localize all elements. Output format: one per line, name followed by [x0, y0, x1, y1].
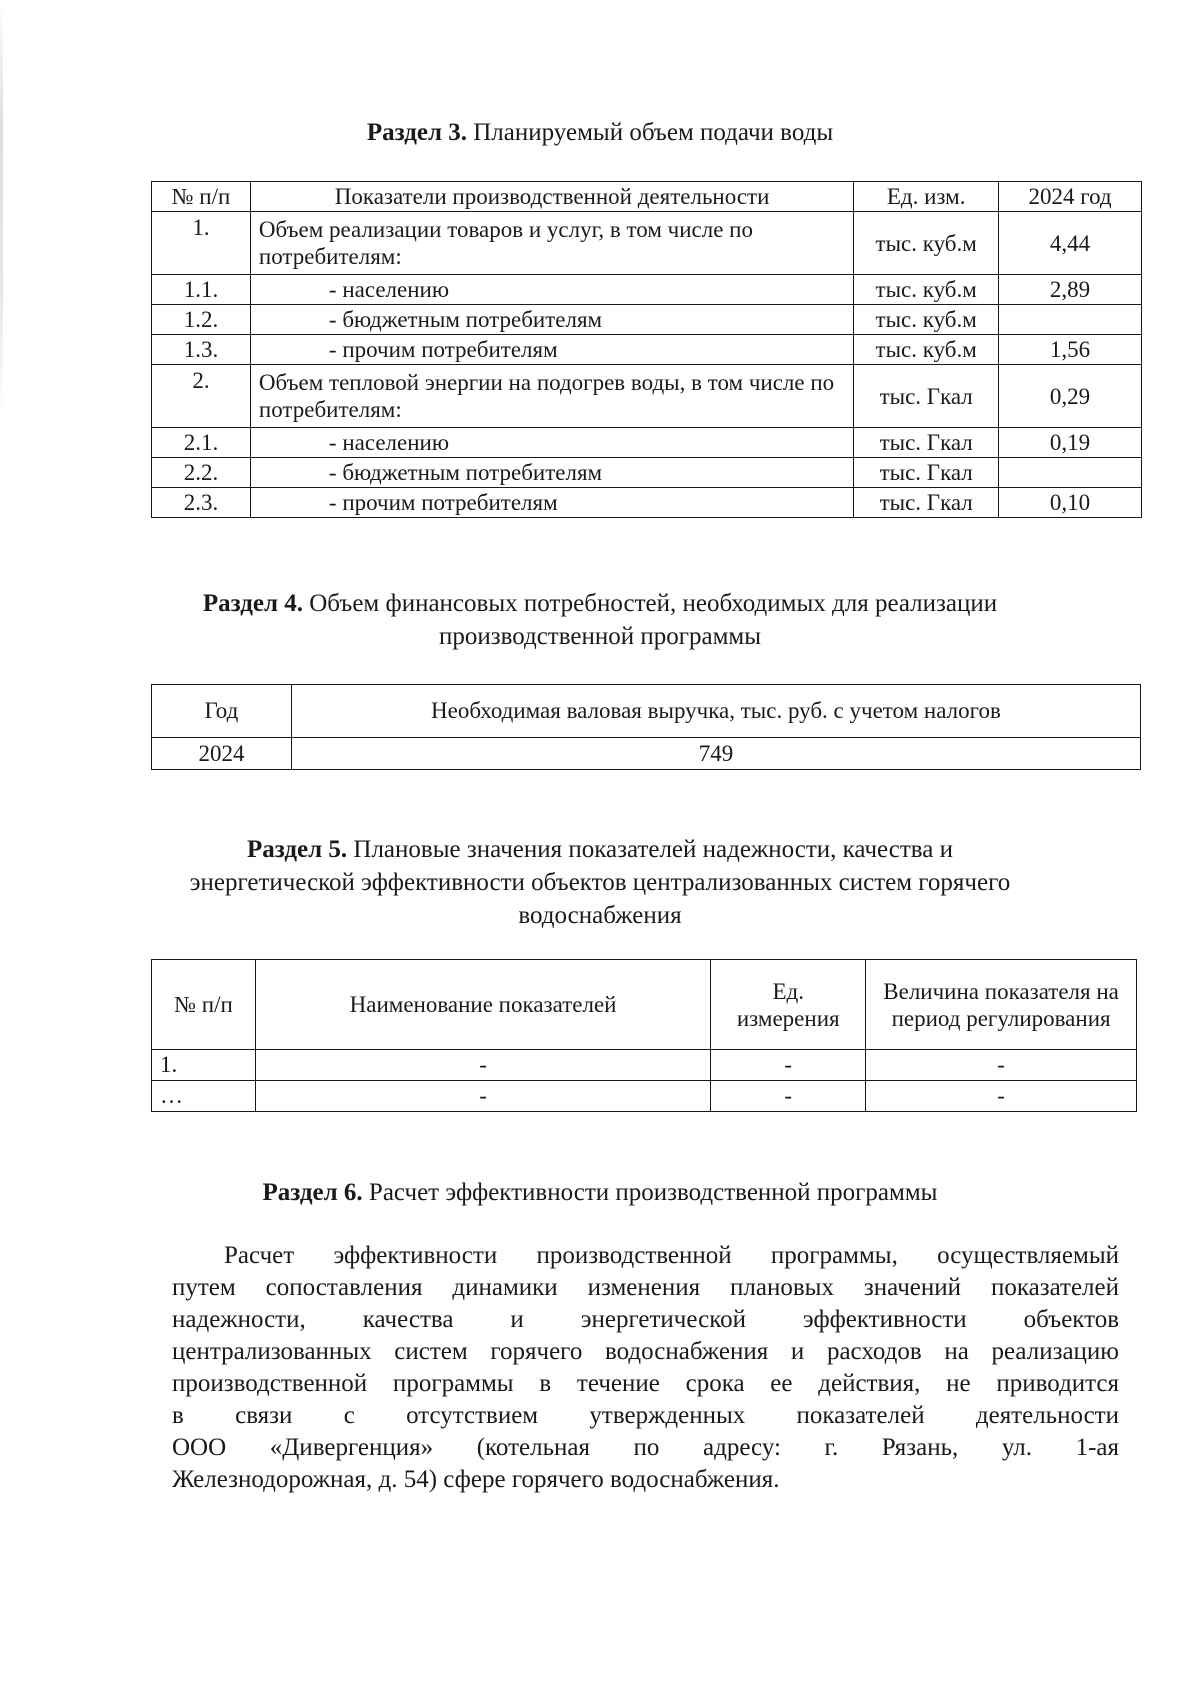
row-name: -: [255, 1050, 710, 1081]
table-row: [152, 488, 1142, 518]
row-num: 1.1.: [152, 275, 251, 305]
scan-edge-artifact: [0, 0, 3, 420]
row-value: [999, 458, 1142, 488]
row-year: 2024: [152, 738, 292, 770]
table-row: [152, 1081, 1137, 1112]
section4-title-line2: производственной программы: [438, 623, 762, 650]
section3-heading: [150, 116, 1050, 149]
table-row: [152, 738, 1141, 770]
row-num: 2.2.: [152, 458, 251, 488]
header-revenue: Необходимая валовая выручка, тыс. руб. с учетом налогов: [291, 685, 1140, 738]
table-row: [152, 212, 1142, 275]
row-name: - бюджетным потребителям: [250, 305, 853, 335]
row-unit: тыс. Гкал: [854, 458, 999, 488]
section3-title: Планируемый объем подачи воды: [473, 119, 834, 146]
row-num: 1.: [152, 1050, 256, 1081]
header-name: Наименование показателей: [255, 960, 710, 1050]
section4-heading: [150, 587, 1050, 653]
paragraph-line: в связи с отсутствием утвержденных показателей деятельности: [172, 1402, 1119, 1429]
paragraph-line: Расчет эффективности производственной программы, осуществляемый: [224, 1242, 1119, 1269]
row-unit: тыс. Гкал: [854, 488, 999, 518]
row-unit: тыс. Гкал: [854, 428, 999, 458]
header-year: 2024 год: [999, 182, 1142, 212]
row-num: 1.2.: [152, 305, 251, 335]
row-value: 0,19: [999, 428, 1142, 458]
header-num: № п/п: [152, 960, 256, 1050]
section6-title: Расчет эффективности производственной программы: [368, 1179, 938, 1206]
header-value: Величина показателя на период регулирования: [866, 960, 1137, 1050]
row-name: -: [255, 1081, 710, 1112]
header-unit: Ед. измерения: [711, 960, 866, 1050]
row-unit: тыс. куб.м: [854, 335, 999, 365]
section6-paragraph: [172, 1240, 1119, 1496]
section5-label: Раздел 5.: [247, 836, 348, 863]
header-unit: Ед. изм.: [854, 182, 999, 212]
financial-needs-table: [151, 684, 1141, 770]
row-unit: тыс. куб.м: [854, 212, 999, 275]
row-value: 0,10: [999, 488, 1142, 518]
section5-title-line3: водоснабжения: [518, 902, 682, 929]
row-unit: -: [711, 1081, 866, 1112]
paragraph-line: централизованных систем горячего водоснабжения и расходов на реализацию: [172, 1338, 1119, 1365]
section5-heading: [150, 833, 1050, 932]
row-unit: тыс. куб.м: [854, 275, 999, 305]
row-value: -: [866, 1081, 1137, 1112]
table-row: [152, 365, 1142, 428]
reliability-indicators-table: [151, 959, 1137, 1112]
table-row: [152, 335, 1142, 365]
row-value: 2,89: [999, 275, 1142, 305]
header-num: № п/п: [152, 182, 251, 212]
paragraph-line: Железнодорожная, д. 54) сфере горячего водоснабжения.: [172, 1466, 780, 1493]
section4-title-line1: Объем финансовых потребностей, необходимых для реализации: [309, 590, 998, 617]
row-value: 0,29: [999, 365, 1142, 428]
section3-label: Раздел 3.: [366, 119, 467, 146]
table-header-row: [152, 960, 1137, 1050]
row-num: 2.3.: [152, 488, 251, 518]
row-unit: -: [711, 1050, 866, 1081]
paragraph-line: ООО «Дивергенция» (котельная по адресу: г. Рязань, ул. 1-ая: [172, 1434, 1119, 1461]
paragraph-line: надежности, качества и энергетической эффективности объектов: [172, 1306, 1119, 1333]
section6-label: Раздел 6.: [262, 1179, 363, 1206]
row-name: Объем реализации товаров и услуг, в том числе по потребителям:: [250, 212, 853, 275]
table-row: [152, 275, 1142, 305]
row-name: - прочим потребителям: [250, 335, 853, 365]
water-supply-table: [151, 181, 1142, 518]
row-num: 1.: [152, 212, 251, 275]
row-name: Объем тепловой энергии на подогрев воды, в том числе по потребителям:: [250, 365, 853, 428]
table-row: [152, 1050, 1137, 1081]
section6-heading: [150, 1176, 1050, 1209]
table-header-row: [152, 685, 1141, 738]
table-row: [152, 305, 1142, 335]
table-row: [152, 428, 1142, 458]
row-value: -: [866, 1050, 1137, 1081]
row-unit: тыс. куб.м: [854, 305, 999, 335]
row-value: 4,44: [999, 212, 1142, 275]
table-header-row: [152, 182, 1142, 212]
row-num: 1.3.: [152, 335, 251, 365]
paragraph-line: производственной программы в течение срока ее действия, не приводится: [172, 1370, 1119, 1397]
row-value: [999, 305, 1142, 335]
section4-label: Раздел 4.: [202, 590, 303, 617]
row-name: - населению: [250, 275, 853, 305]
header-year: Год: [152, 685, 292, 738]
header-indicator: Показатели производственной деятельности: [250, 182, 853, 212]
paragraph-line: путем сопоставления динамики изменения плановых значений показателей: [172, 1274, 1119, 1301]
table-row: [152, 458, 1142, 488]
section5-title-line1: Плановые значения показателей надежности, качества и: [353, 836, 953, 863]
row-name: - бюджетным потребителям: [250, 458, 853, 488]
row-name: - населению: [250, 428, 853, 458]
row-name: - прочим потребителям: [250, 488, 853, 518]
row-num: 2.: [152, 365, 251, 428]
row-num: 2.1.: [152, 428, 251, 458]
section5-title-line2: энергетической эффективности объектов централизованных систем горячего: [189, 869, 1011, 896]
row-unit: тыс. Гкал: [854, 365, 999, 428]
row-num: …: [152, 1081, 256, 1112]
row-value: 749: [291, 738, 1140, 770]
row-value: 1,56: [999, 335, 1142, 365]
